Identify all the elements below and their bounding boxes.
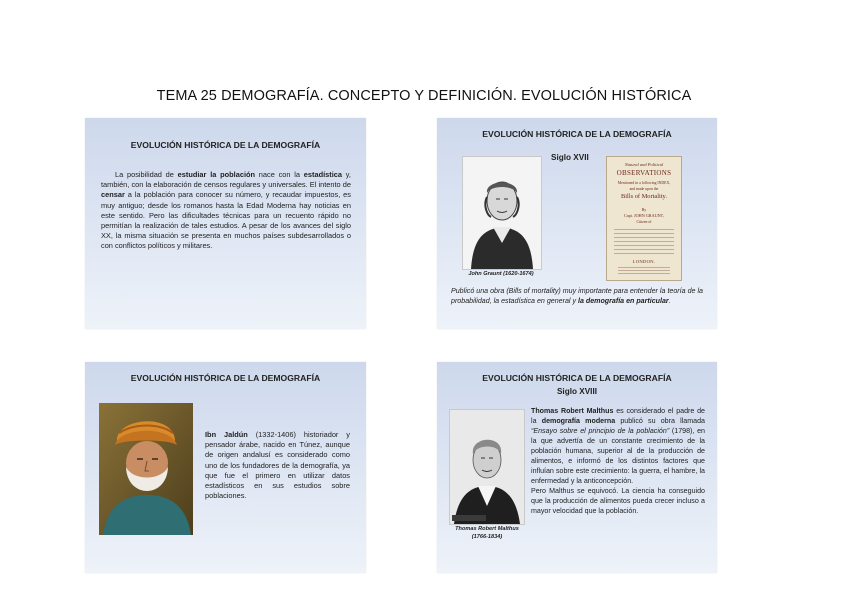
book-line: OBSERVATIONS [616,169,672,177]
slide-title: EVOLUCIÓN HISTÓRICA DE LA DEMOGRAFÍA [130,373,321,383]
slide-evolucion-1 [85,118,366,329]
slide-subtitle: Siglo XVII [551,153,589,162]
portrait-caption-dates: (1766-1834) [471,534,503,540]
slide-evolucion-3 [85,362,366,573]
slide-body-text: Ibn Jaldún (1332-1406) historiador y pensador árabe, nacido en Túnez, aunque de origen andalusí es considerado como uno de los fundadores de la demografía, ya que fue el primero en utilizar datos estadísticos en sus estudios sobre poblaciones. [205,430,350,501]
bills-of-mortality-title-page [606,156,682,281]
slide-body-text: Publicó una obra (Bills of mortality) muy importante para entender la teoría de la probabilidad, la estadística en general y la demografía en particular. [451,287,703,306]
portrait-caption: Thomas Robert Malthus [455,526,519,532]
book-line: Capt. JOHN GRAUNT, [624,213,664,218]
slide-subtitle: Siglo XVIII [556,387,598,396]
slide-title: EVOLUCIÓN HISTÓRICA DE LA DEMOGRAFÍA [482,373,672,383]
book-line: Citizen of [636,220,652,224]
book-line: Mentioned in a following INDEX, [617,181,671,185]
person-turban-icon [99,403,193,535]
book-line: Bills of Mortality. [621,193,667,200]
slide-title: EVOLUCIÓN HISTÓRICA DE LA DEMOGRAFÍA [482,129,672,139]
book-line: Natural and Political [624,162,664,167]
portrait-caption: John Graunt (1620-1674) [468,271,534,277]
book-text-lines [618,267,670,275]
book-line: By [641,207,647,212]
person-portrait-icon [450,410,524,524]
slide-evolucion-4 [437,362,717,573]
slide-title: EVOLUCIÓN HISTÓRICA DE LA DEMOGRAFÍA [130,140,321,150]
person-engraving-icon [463,157,541,269]
john-graunt-portrait [462,156,542,270]
slide-evolucion-2 [437,118,717,329]
book-text-lines [614,229,673,255]
ibn-jaldun-portrait [99,403,193,535]
page-title: TEMA 25 DEMOGRAFÍA. CONCEPTO Y DEFINICIÓN. EVOLUCIÓN HISTÓRICA [156,88,692,104]
book-line: and made upon the [629,187,659,191]
book-line: LONDON. [632,259,656,264]
slide-body-text: La posibilidad de estudiar la población nace con la estadística y, también, con la elaboración de censos regulares y universales. El intento de censar a la población para conocer su número, y recaudar impuestos, es muy antiguo; desde los romanos hasta la Edad Moderna hay noticias en este sentido. Pero las dificultades técnicas para un recuento rápido no permitían la realización de tales estudios. A pesar de los avances del siglo XX, la misma situación se presenta en muchos países subdesarrollados o con conflictos políticos y militares. [101,170,351,251]
thomas-malthus-portrait [449,409,525,525]
slide-body-text: Thomas Robert Malthus es considerado el padre de la demografía moderna publicó su obra llamada “Ensayo sobre el principio de la población” (1798), en la que advertía de un constante crecimiento de la población humana, superior al de la producción de alimentos, e informó de los distintos factores que influían sobre este crecimiento: la guerra, el hambre, la enfermedad y la anticoncepción. Pero Malthus se equivocó. La ciencia ha conseguido que la producción de alimentos pueda crecer incluso a mayor velocidad que la población. [531,407,706,515]
